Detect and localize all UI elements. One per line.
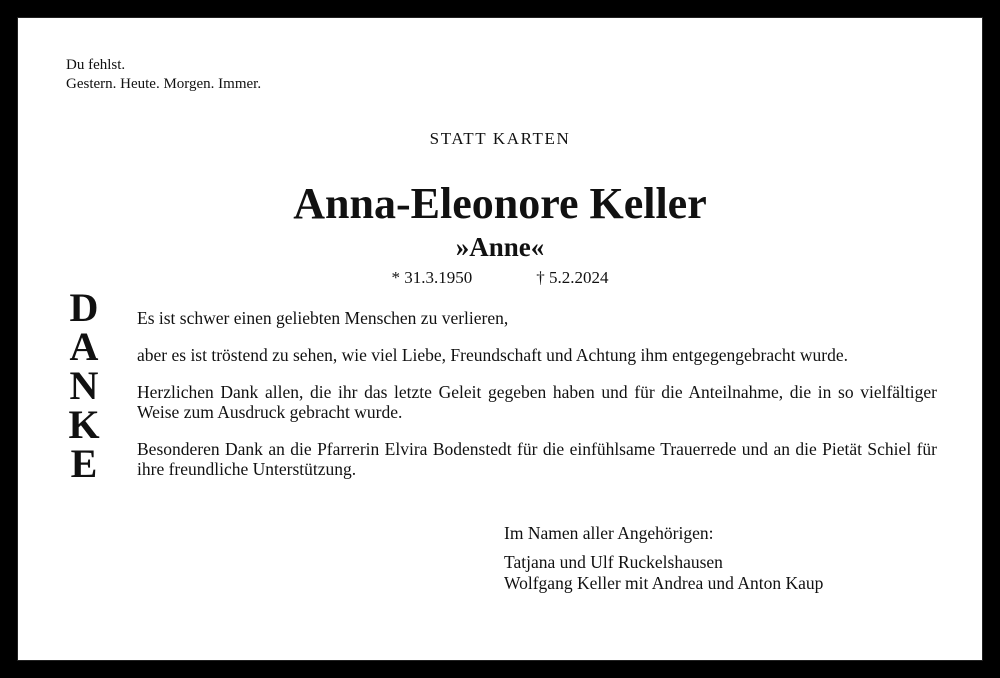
danke-vertical (58, 285, 110, 486)
danke-letter: E (70, 441, 98, 486)
paragraph: Es ist schwer einen geliebten Menschen zu verlieren, (137, 308, 509, 328)
danke-letter: N (69, 363, 99, 408)
paragraph: aber es ist tröstend zu sehen, wie viel Liebe, Freundschaft und Achtung ihm entgegengebracht wurde. (137, 345, 848, 365)
thank-you-text (137, 308, 937, 496)
motto-line-2: Gestern. Heute. Morgen. Immer. (66, 76, 262, 92)
deceased-nickname: »Anne« (455, 232, 545, 262)
motto-line-1: Du fehlst. (66, 57, 126, 73)
paragraph: Besonderen Dank an die Pfarrerin Elvira Bodenstedt für die einfühlsame Trauerrede und an die Pietät Schiel für ihre freundliche Unterstützung. (137, 439, 937, 479)
life-dates (18, 267, 982, 289)
signature-line-1: Tatjana und Ulf Ruckelshausen (504, 552, 723, 572)
danke-letter: K (68, 402, 100, 447)
signature-block (504, 523, 823, 594)
death-date: † 5.2.2024 (536, 268, 609, 287)
birth-date: * 31.3.1950 (391, 268, 473, 287)
motto (66, 56, 261, 94)
danke-letter: D (69, 285, 99, 330)
obituary-card (17, 17, 983, 661)
paragraph: Herzlichen Dank allen, die ihr das letzte Geleit gegeben haben und für die Anteilnahme, die in so vielfältiger Weise zum Ausdruck gebracht wurde. (137, 382, 937, 422)
signature-line-2: Wolfgang Keller mit Andrea und Anton Kaup (504, 573, 824, 593)
danke-letter: A (69, 324, 99, 369)
signature-intro: Im Namen aller Angehörigen: (504, 523, 714, 543)
deceased-name: Anna-Eleonore Keller (293, 179, 707, 228)
statt-karten-label: STATT KARTEN (429, 129, 571, 148)
